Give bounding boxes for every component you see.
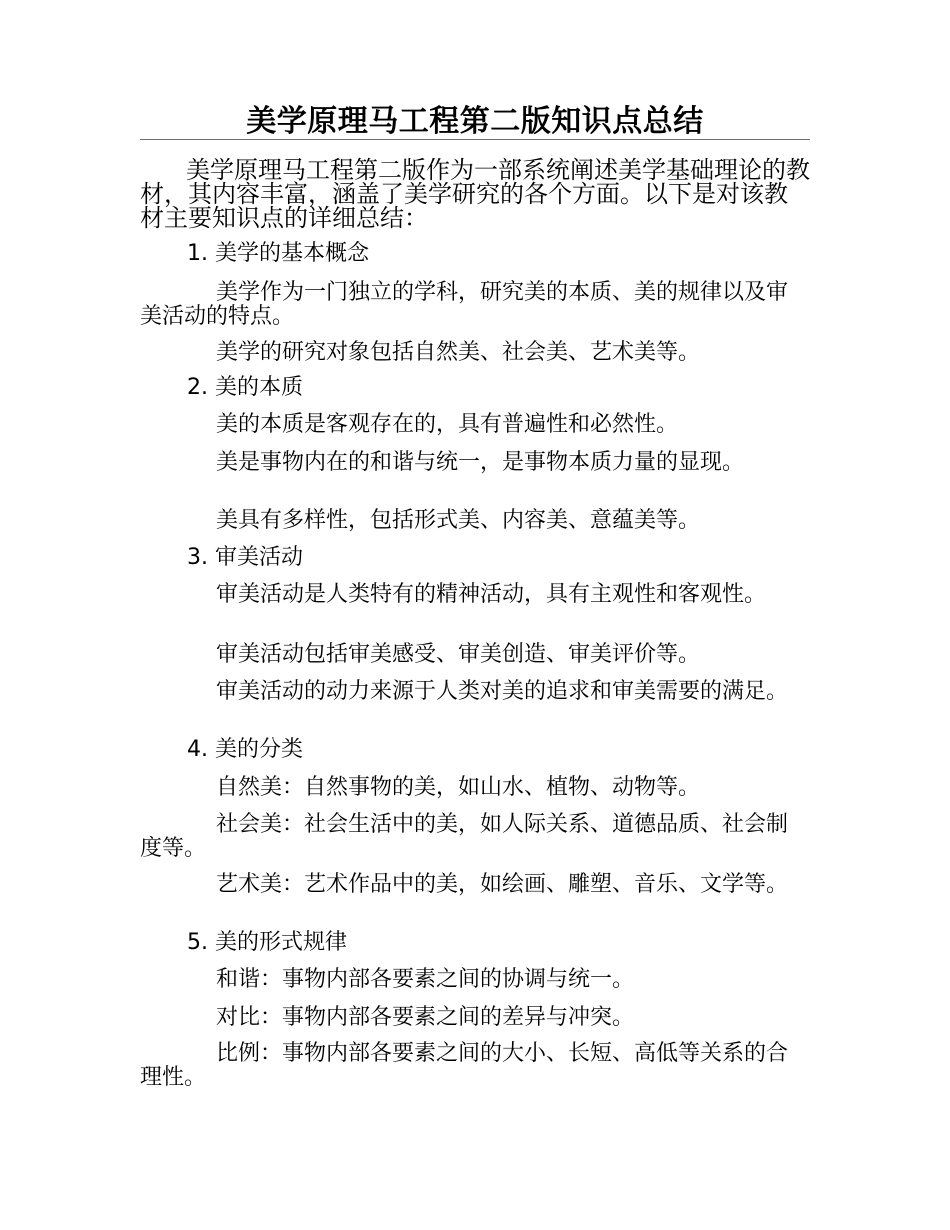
section-5-item-1: 和谐：事物内部各要素之间的协调与统一。: [216, 967, 635, 992]
section-2-item-1: 美的本质是客观存在的，具有普遍性和必然性。: [216, 412, 679, 437]
section-4-item-2: 社会美：社会生活中的美，如人际关系、道德品质、社会制度等。: [140, 812, 789, 861]
section-3-item-3: 审美活动的动力来源于人类对美的追求和审美需要的满足。: [216, 679, 789, 704]
section-heading-1: 1. 美学的基本概念: [187, 241, 369, 266]
section-heading-5: 5. 美的形式规律: [187, 930, 347, 955]
intro-paragraph: 美学原理马工程第二版作为一部系统阐述美学基础理论的教材，其内容丰富，涵盖了美学研究的各个方面。以下是对该教材主要知识点的详细总结：: [140, 156, 810, 232]
section-4-item-1: 自然美：自然事物的美，如山水、植物、动物等。: [216, 775, 701, 800]
section-5-item-2: 对比：事物内部各要素之间的差异与冲突。: [216, 1005, 635, 1030]
section-3-item-2: 审美活动包括审美感受、审美创造、审美评价等。: [216, 642, 701, 667]
section-1-item-2: 美学的研究对象包括自然美、社会美、艺术美等。: [216, 340, 701, 365]
document-title: 美学原理马工程第二版知识点总结: [246, 104, 704, 139]
section-heading-4: 4. 美的分类: [187, 737, 303, 762]
section-3-item-1: 审美活动是人类特有的精神活动，具有主观性和客观性。: [216, 582, 767, 607]
section-2-item-2: 美是事物内在的和谐与统一，是事物本质力量的显现。: [216, 450, 745, 475]
section-heading-3: 3. 审美活动: [187, 545, 303, 570]
title-underline: [140, 139, 810, 140]
section-4-item-3: 艺术美：艺术作品中的美，如绘画、雕塑、音乐、文学等。: [216, 872, 789, 897]
section-2-item-3: 美具有多样性，包括形式美、内容美、意蕴美等。: [216, 508, 701, 533]
section-heading-2: 2. 美的本质: [187, 375, 303, 400]
section-5-item-3: 比例：事物内部各要素之间的大小、长短、高低等关系的合理性。: [140, 1041, 789, 1090]
section-1-item-1: 美学作为一门独立的学科，研究美的本质、美的规律以及审美活动的特点。: [140, 280, 789, 329]
